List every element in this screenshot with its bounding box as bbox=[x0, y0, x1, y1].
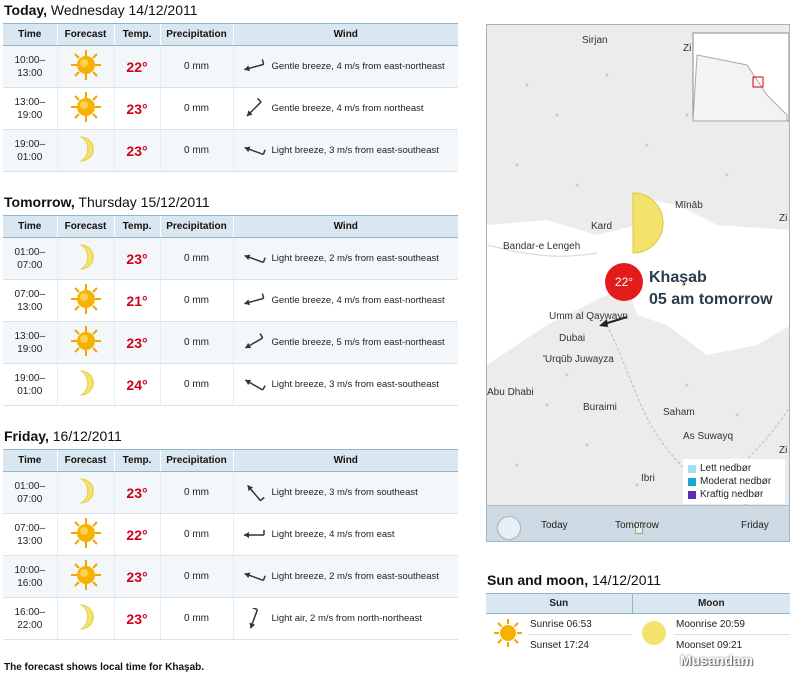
time-to: 01:00 bbox=[17, 151, 43, 163]
legend-swatch bbox=[688, 478, 696, 486]
sun-icon bbox=[70, 91, 102, 123]
precipitation-cell: 0 mm bbox=[160, 556, 233, 598]
map-label: Ibri bbox=[641, 473, 655, 484]
sun-moon-title-bold: Sun and moon, bbox=[487, 572, 589, 588]
precipitation-cell: 0 mm bbox=[160, 322, 233, 364]
time-from: 16:00– bbox=[14, 606, 46, 618]
map-label: Dubai bbox=[559, 333, 586, 344]
map-label: Umm al Qaywayn bbox=[549, 311, 628, 322]
wind-description: Gentle breeze, 5 m/s from east-northeast bbox=[271, 337, 445, 348]
legend-label: Kraftig nedbør bbox=[700, 489, 764, 500]
map-label: Buraimi bbox=[583, 402, 617, 413]
map-label: Abu Dhabi bbox=[487, 387, 534, 398]
column-header: Wind bbox=[233, 216, 458, 238]
watermark-logo: Musandam bbox=[680, 652, 754, 668]
sun-icon bbox=[493, 618, 523, 648]
column-header: Forecast bbox=[57, 216, 114, 238]
column-header: Precipitation bbox=[160, 216, 233, 238]
forecast-cell bbox=[57, 364, 114, 406]
time-from: 10:00– bbox=[14, 564, 46, 576]
forecast-cell bbox=[57, 322, 114, 364]
moon-icon bbox=[74, 242, 98, 272]
wind-cell bbox=[233, 238, 458, 280]
column-header: Temp. bbox=[114, 450, 160, 472]
forecast-row bbox=[3, 556, 458, 598]
map-label: Kard bbox=[591, 221, 613, 232]
time-from: 19:00– bbox=[14, 372, 46, 384]
moon-icon bbox=[74, 134, 98, 164]
time-to: 13:00 bbox=[17, 535, 43, 547]
wind-description: Light breeze, 4 m/s from east bbox=[271, 529, 395, 540]
precipitation-cell: 0 mm bbox=[160, 598, 233, 640]
forecast-row bbox=[3, 364, 458, 406]
moon-icon bbox=[74, 368, 98, 398]
time-to: 01:00 bbox=[17, 385, 43, 397]
precipitation-cell: 0 mm bbox=[160, 88, 233, 130]
time-cell bbox=[3, 130, 57, 172]
time-to: 13:00 bbox=[17, 301, 43, 313]
time-to: 16:00 bbox=[17, 577, 43, 589]
legend-item bbox=[688, 475, 780, 488]
time-cell bbox=[3, 556, 57, 598]
wind-cell bbox=[233, 322, 458, 364]
time-from: 13:00– bbox=[14, 330, 46, 342]
wind-arrow-icon bbox=[240, 566, 268, 588]
wind-description: Gentle breeze, 4 m/s from east-northeast bbox=[271, 61, 445, 72]
forecast-row bbox=[3, 130, 458, 172]
sunset-text: Sunset 17:24 bbox=[530, 639, 589, 651]
forecast-table bbox=[3, 215, 458, 406]
wind-cell bbox=[233, 130, 458, 172]
day-title-date: Wednesday 14/12/2011 bbox=[47, 2, 198, 18]
wind-arrow-icon bbox=[240, 290, 268, 312]
temperature-cell: 24° bbox=[114, 364, 160, 406]
wind-description: Light breeze, 3 m/s from east-southeast bbox=[271, 145, 439, 156]
temperature-cell: 22° bbox=[114, 514, 160, 556]
moon-icon bbox=[74, 476, 98, 506]
moon-header: Moon bbox=[632, 594, 790, 614]
wind-cell bbox=[233, 364, 458, 406]
time-cell bbox=[3, 46, 57, 88]
wind-description: Gentle breeze, 4 m/s from northeast bbox=[271, 103, 424, 114]
sun-moon-title bbox=[487, 572, 661, 588]
column-header: Precipitation bbox=[160, 450, 233, 472]
column-header: Temp. bbox=[114, 216, 160, 238]
time-from: 01:00– bbox=[14, 246, 46, 258]
map-temp-value: 22° bbox=[614, 275, 634, 289]
sun-moon-table bbox=[486, 593, 790, 656]
sun-icon bbox=[70, 559, 102, 591]
day-title-bold: Friday, bbox=[4, 428, 49, 444]
forecast-footnote: The forecast shows local time for Khaşab. bbox=[4, 662, 205, 673]
wind-arrow-icon bbox=[240, 140, 268, 162]
legend-swatch bbox=[688, 491, 696, 499]
column-header: Wind bbox=[233, 450, 458, 472]
wind-arrow-icon bbox=[240, 248, 268, 270]
wind-arrow-icon bbox=[240, 56, 268, 78]
forecast-cell bbox=[57, 46, 114, 88]
sun-moon-title-date: 14/12/2011 bbox=[588, 572, 662, 588]
day-title-bold: Tomorrow, bbox=[4, 194, 75, 210]
time-to: 07:00 bbox=[17, 493, 43, 505]
day-title-bold: Today, bbox=[4, 2, 48, 18]
precipitation-legend bbox=[683, 459, 785, 504]
temperature-cell: 23° bbox=[114, 238, 160, 280]
forecast-row bbox=[3, 238, 458, 280]
legend-label: Lett nedbør bbox=[700, 463, 752, 474]
time-to: 19:00 bbox=[17, 109, 43, 121]
time-to: 07:00 bbox=[17, 259, 43, 271]
time-cell bbox=[3, 280, 57, 322]
temperature-cell: 22° bbox=[114, 46, 160, 88]
legend-item bbox=[688, 462, 780, 475]
map-place-name: Khaşab bbox=[649, 269, 707, 286]
sun-icon bbox=[70, 49, 102, 81]
legend-label: Moderat nedbør bbox=[700, 476, 772, 487]
map-label: Saham bbox=[663, 407, 695, 418]
day-title bbox=[4, 428, 122, 444]
time-to: 13:00 bbox=[17, 67, 43, 79]
wind-arrow-icon bbox=[240, 374, 268, 396]
column-header: Precipitation bbox=[160, 24, 233, 46]
time-from: 07:00– bbox=[14, 288, 46, 300]
forecast-row bbox=[3, 46, 458, 88]
timeline-label-tomorrow[interactable]: Tomorrow bbox=[615, 520, 659, 531]
forecast-row bbox=[3, 598, 458, 640]
time-cell bbox=[3, 322, 57, 364]
wind-arrow-icon bbox=[240, 98, 268, 120]
wind-cell bbox=[233, 472, 458, 514]
wind-arrow-icon bbox=[240, 608, 268, 630]
wind-cell bbox=[233, 88, 458, 130]
forecast-cell bbox=[57, 280, 114, 322]
column-header: Time bbox=[3, 216, 57, 238]
column-header: Wind bbox=[233, 24, 458, 46]
map-label: Zi bbox=[683, 43, 692, 54]
day-title-date: Thursday 15/12/2011 bbox=[74, 194, 210, 210]
sun-header: Sun bbox=[486, 594, 632, 614]
sunrise-text: Sunrise 06:53 bbox=[528, 614, 632, 635]
wind-cell bbox=[233, 280, 458, 322]
sun-icon-cell bbox=[486, 614, 528, 656]
column-header: Time bbox=[3, 24, 57, 46]
forecast-row bbox=[3, 472, 458, 514]
wind-description: Light breeze, 2 m/s from east-southeast bbox=[271, 253, 439, 264]
wind-description: Light breeze, 3 m/s from east-southeast bbox=[271, 379, 439, 390]
time-from: 07:00– bbox=[14, 522, 46, 534]
wind-arrow-icon bbox=[240, 332, 268, 354]
precipitation-cell: 0 mm bbox=[160, 46, 233, 88]
time-cell bbox=[3, 598, 57, 640]
temperature-cell: 23° bbox=[114, 556, 160, 598]
precipitation-cell: 0 mm bbox=[160, 364, 233, 406]
wind-description: Light breeze, 2 m/s from east-southeast bbox=[271, 571, 439, 582]
forecast-cell bbox=[57, 238, 114, 280]
moon-icon bbox=[74, 602, 98, 632]
legend-item bbox=[688, 488, 780, 501]
timeline-play-button[interactable] bbox=[497, 516, 521, 540]
wind-cell bbox=[233, 598, 458, 640]
wind-arrow-icon bbox=[240, 482, 268, 504]
map-place-time: 05 am tomorrow bbox=[649, 291, 773, 308]
timeline-label-friday[interactable]: Friday bbox=[741, 520, 769, 531]
wind-description: Gentle breeze, 4 m/s from east-northeast bbox=[271, 295, 445, 306]
map-label: Zi bbox=[779, 213, 788, 224]
forecast-cell bbox=[57, 598, 114, 640]
forecast-cell bbox=[57, 472, 114, 514]
time-to: 19:00 bbox=[17, 343, 43, 355]
weather-map[interactable] bbox=[486, 24, 790, 542]
temperature-cell: 23° bbox=[114, 88, 160, 130]
time-from: 10:00– bbox=[14, 54, 46, 66]
precipitation-cell: 0 mm bbox=[160, 280, 233, 322]
temperature-cell: 23° bbox=[114, 322, 160, 364]
day-title bbox=[4, 194, 210, 210]
temperature-cell: 23° bbox=[114, 130, 160, 172]
day-title-date: 16/12/2011 bbox=[48, 428, 122, 444]
forecast-cell bbox=[57, 556, 114, 598]
legend-swatch bbox=[688, 465, 696, 473]
map-label: Sirjan bbox=[582, 35, 608, 46]
map-temp-marker[interactable] bbox=[605, 263, 643, 301]
map-label: 'Urqūb Juwayza bbox=[543, 354, 614, 365]
forecast-cell bbox=[57, 514, 114, 556]
time-from: 13:00– bbox=[14, 96, 46, 108]
time-cell bbox=[3, 364, 57, 406]
map-label: Mīnāb bbox=[675, 200, 703, 211]
time-cell bbox=[3, 238, 57, 280]
column-header: Time bbox=[3, 450, 57, 472]
time-cell bbox=[3, 514, 57, 556]
column-header: Forecast bbox=[57, 450, 114, 472]
precipitation-cell: 0 mm bbox=[160, 238, 233, 280]
map-label: Zi bbox=[779, 445, 788, 456]
time-cell bbox=[3, 88, 57, 130]
map-label: As Suwayq bbox=[683, 431, 734, 442]
forecast-table bbox=[3, 23, 458, 172]
forecast-row bbox=[3, 322, 458, 364]
time-from: 01:00– bbox=[14, 480, 46, 492]
precipitation-cell: 0 mm bbox=[160, 130, 233, 172]
wind-cell bbox=[233, 514, 458, 556]
precipitation-cell: 0 mm bbox=[160, 514, 233, 556]
temperature-cell: 23° bbox=[114, 472, 160, 514]
map-label: Bandar-e Lengeh bbox=[503, 241, 581, 252]
time-from: 19:00– bbox=[14, 138, 46, 150]
column-header: Temp. bbox=[114, 24, 160, 46]
moonset-text: Moonset 09:21 bbox=[676, 639, 743, 651]
moonrise-text: Moonrise 20:59 bbox=[674, 614, 790, 635]
temperature-cell: 21° bbox=[114, 280, 160, 322]
wind-description: Light air, 2 m/s from north-northeast bbox=[271, 613, 422, 624]
wind-cell bbox=[233, 556, 458, 598]
forecast-cell bbox=[57, 130, 114, 172]
forecast-row bbox=[3, 280, 458, 322]
moon-icon bbox=[641, 618, 667, 648]
temperature-cell: 23° bbox=[114, 598, 160, 640]
wind-description: Light breeze, 3 m/s from southeast bbox=[271, 487, 418, 498]
forecast-cell bbox=[57, 88, 114, 130]
column-header: Forecast bbox=[57, 24, 114, 46]
precipitation-cell: 0 mm bbox=[160, 472, 233, 514]
day-title bbox=[4, 2, 198, 18]
wind-cell bbox=[233, 46, 458, 88]
sun-icon bbox=[70, 325, 102, 357]
forecast-row bbox=[3, 514, 458, 556]
sun-icon bbox=[70, 517, 102, 549]
timeline-label-today[interactable]: Today bbox=[541, 520, 568, 531]
sun-icon bbox=[70, 283, 102, 315]
wind-arrow-icon bbox=[240, 524, 268, 546]
forecast-row bbox=[3, 88, 458, 130]
moon-icon-cell bbox=[632, 614, 674, 656]
time-cell bbox=[3, 472, 57, 514]
forecast-table bbox=[3, 449, 458, 640]
time-to: 22:00 bbox=[17, 619, 43, 631]
